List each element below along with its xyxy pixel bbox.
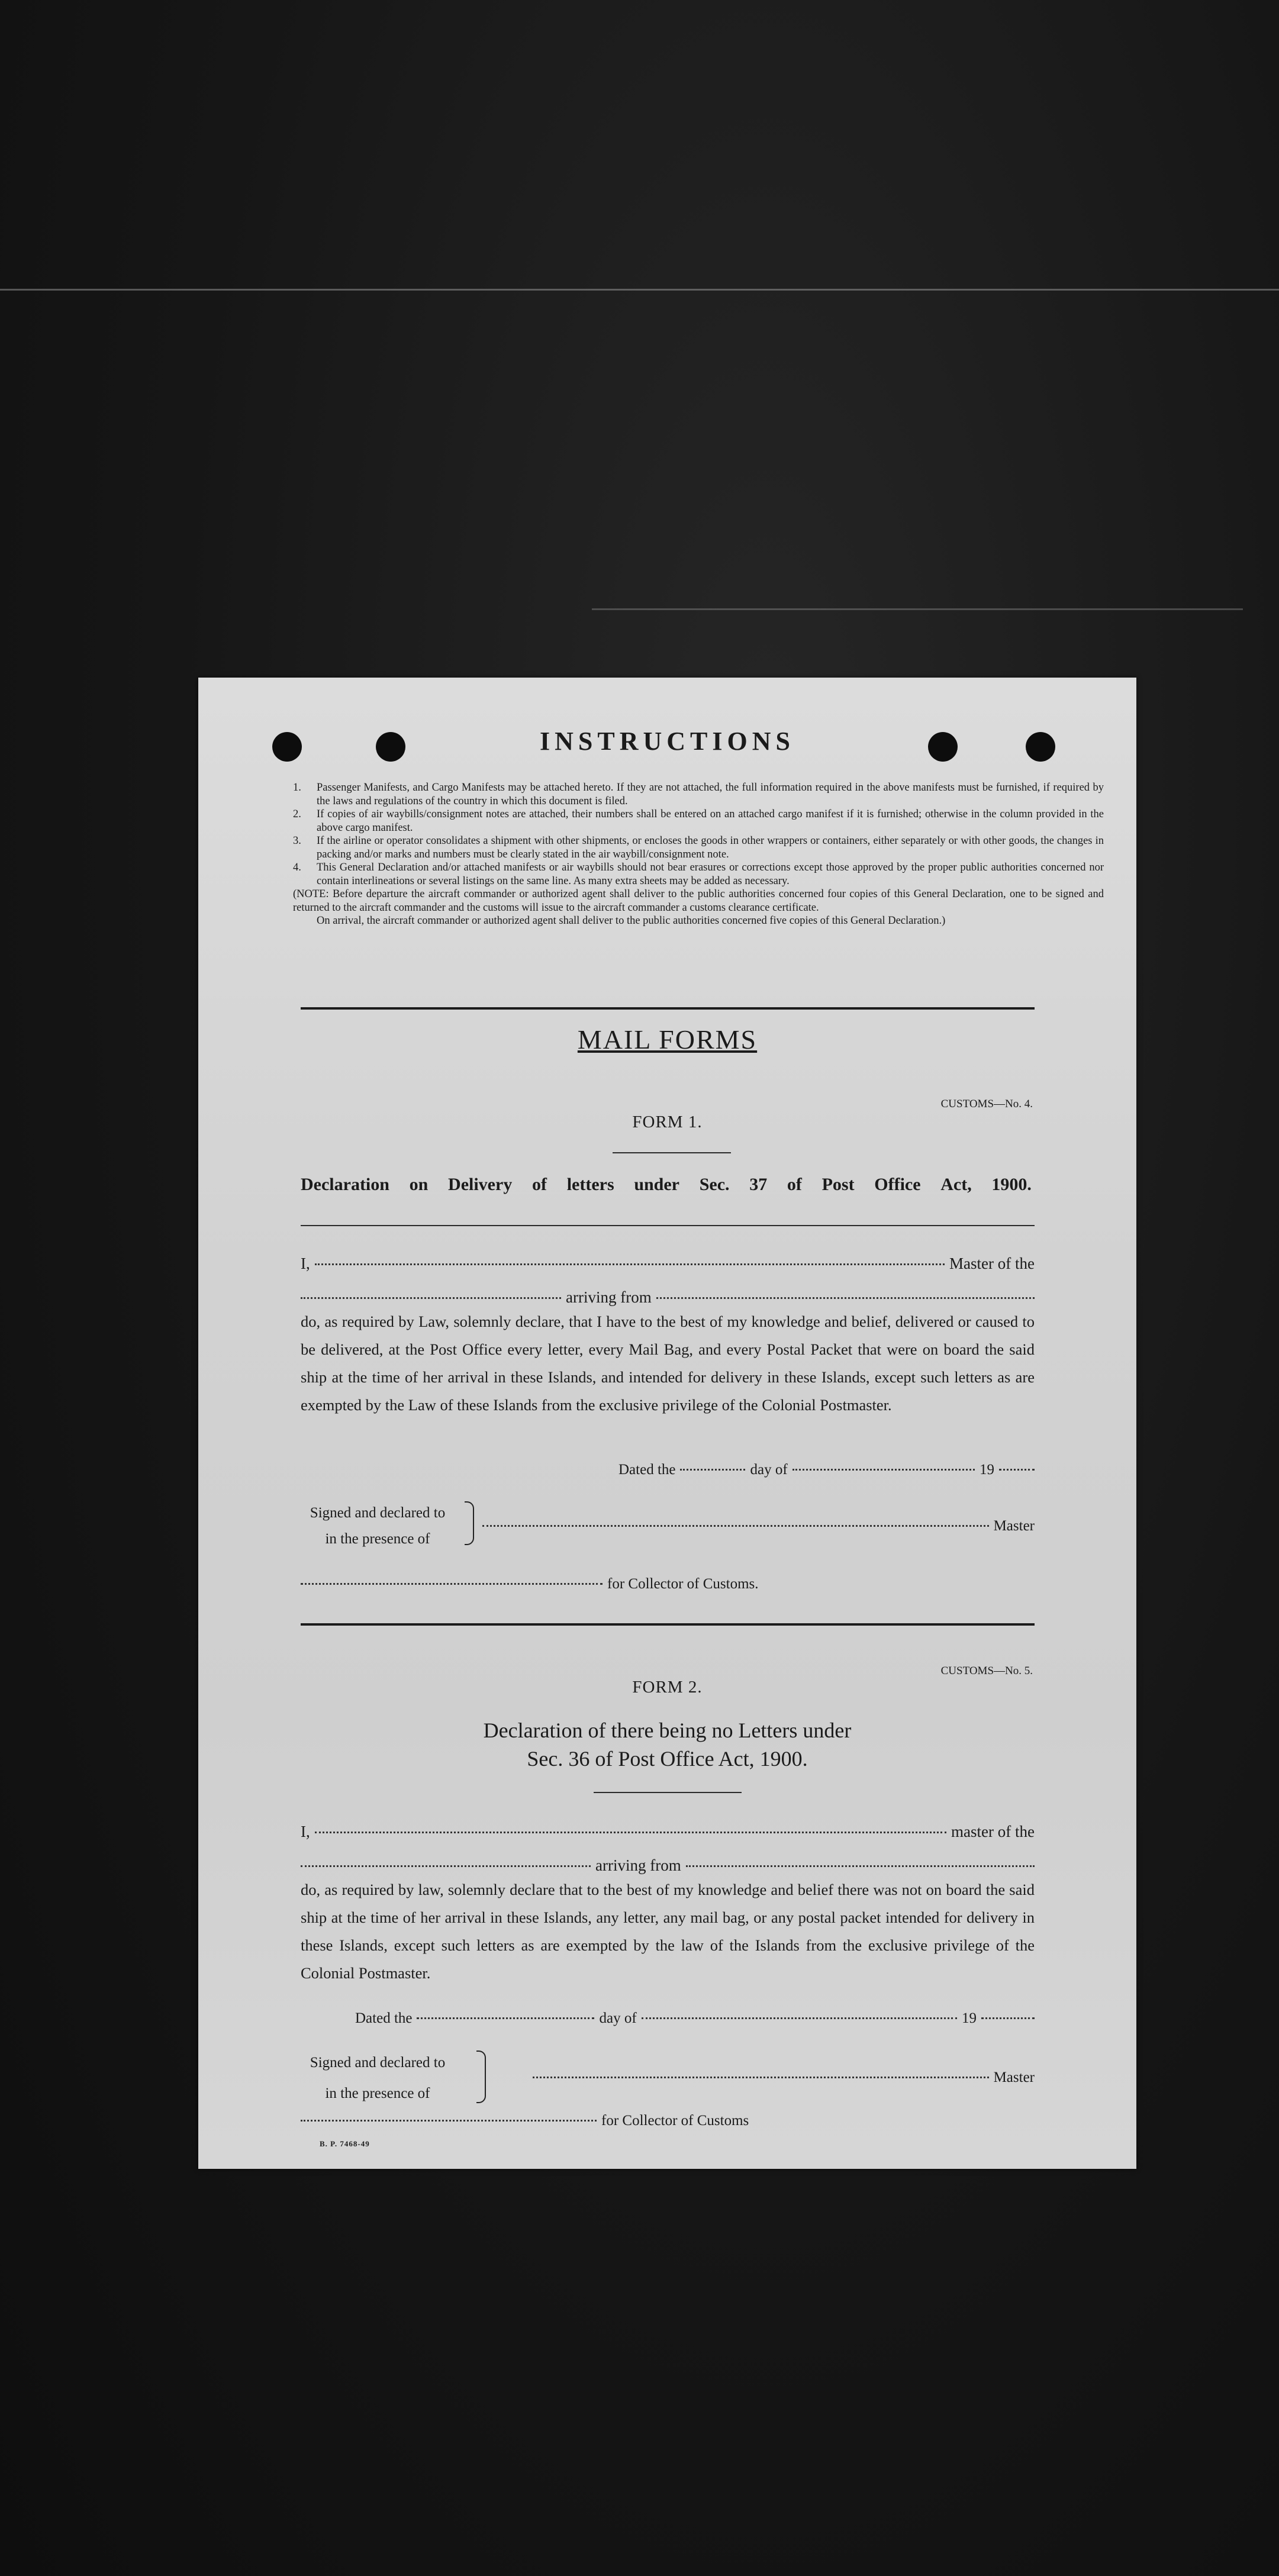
- scan-artifact-line: [0, 289, 1279, 291]
- mail-forms-title: MAIL FORMS: [577, 1024, 758, 1055]
- form1-collector-field[interactable]: [301, 1583, 603, 1585]
- form1-origin-field[interactable]: [656, 1297, 1035, 1299]
- form2-for-collector: for Collector of Customs: [601, 2113, 749, 2129]
- form-divider: [301, 1623, 1035, 1626]
- form2-i-label: I,: [301, 1823, 310, 1840]
- form1-date-field[interactable]: [680, 1469, 745, 1471]
- scan-artifact-line: [592, 608, 1243, 610]
- form1-ship-field[interactable]: [301, 1297, 561, 1299]
- form1-master-of-the: Master of the: [949, 1255, 1035, 1272]
- instructions-title: INSTRUCTIONS: [540, 727, 795, 756]
- form1-declaration-word: 1900.: [991, 1175, 1032, 1194]
- form2-signature-field[interactable]: [533, 2077, 989, 2078]
- form2-date-field[interactable]: [417, 2017, 594, 2019]
- form1-declaration-word: of: [532, 1175, 547, 1194]
- section-divider: [301, 1007, 1035, 1010]
- form1-declaration-word: under: [634, 1175, 679, 1194]
- form1-declaration-word: Act,: [940, 1175, 972, 1194]
- instructions-note: [293, 888, 1104, 914]
- form1-for-collector: for Collector of Customs.: [607, 1576, 759, 1592]
- form1-heading-underline: [613, 1152, 731, 1153]
- form2-dated-row: [355, 2010, 1035, 2027]
- note-text-arrival: On arrival, the aircraft commander or authorized agent shall deliver to the public authorities concerned five copies of this General Declaration.): [317, 915, 946, 927]
- form2-master-of-the: master of the: [951, 1823, 1035, 1840]
- form1-signed-brace: [465, 1501, 474, 1545]
- form2-title-underline: [594, 1792, 742, 1793]
- form2-signed-brace: [476, 2051, 486, 2103]
- form1-declaration-word: on: [409, 1175, 429, 1194]
- form1-declaration-word: Sec.: [699, 1175, 730, 1194]
- form2-collector-row: [301, 2113, 804, 2129]
- form1-signed-label: Signed and declared to in the presence of: [310, 1505, 446, 1547]
- instruction-item: 4. This General Declaration and/or attached manifests or air waybills should not bear erasures or corrections except those approved by the proper public authorities concerned nor contain interlineations or several listings on the same line. As many extra sheets may be added as necessary.: [293, 862, 1104, 887]
- form2-customs-number: CUSTOMS—No. 5.: [940, 1665, 1033, 1677]
- form1-customs-number: CUSTOMS—No. 4.: [940, 1098, 1033, 1110]
- form1-collector-row: [301, 1576, 804, 1592]
- form1-title-rule: [301, 1225, 1035, 1226]
- form2-name-field[interactable]: [315, 1832, 946, 1833]
- instruction-item: 1. Passenger Manifests, and Cargo Manifests may be attached hereto. If they are not attached, the full information required in the above manifests must be furnished, if required by the laws and regulations of the country in which this document is filed.: [293, 782, 1104, 807]
- form1-year-field[interactable]: [999, 1469, 1035, 1471]
- document-page: [198, 678, 1136, 2169]
- form1-year: 19: [980, 1462, 994, 1478]
- form2-year: 19: [962, 2010, 977, 2026]
- form1-day-of: day of: [750, 1462, 788, 1478]
- form1-signature-field[interactable]: [482, 1525, 989, 1527]
- form2-arriving-row: [301, 1856, 1035, 1875]
- form2-body-text: do, as required by law, solemnly declare that to the best of my knowledge and belief there was not on board the said ship at the time of her arrival in these Islands, any letter, any mail bag, or any postal packet intended for delivery in these Islands, except such letters as are exempted by the law of the Islands from the exclusive privilege of the Colonial Postmaster.: [301, 1881, 1035, 1982]
- form1-master-sign-row: [482, 1518, 1035, 1534]
- form2-month-field[interactable]: [642, 2017, 957, 2019]
- form1-dated-the: Dated the: [618, 1462, 676, 1478]
- instruction-item: 2. If copies of air waybills/consignment notes are attached, their numbers shall be entered on an attached cargo manifest if it is furnished; otherwise in the column provided in the above cargo manifest.: [293, 808, 1104, 834]
- form1-declaration-word: Post: [821, 1175, 855, 1194]
- form1-arriving-row: [301, 1288, 1035, 1307]
- instructions-list: [293, 781, 1104, 928]
- form1-declaration-word: letters: [566, 1175, 614, 1194]
- form2-arriving-from: arriving from: [595, 1856, 681, 1874]
- form2-master-label: Master: [993, 2069, 1035, 2085]
- form1-master-label: Master: [993, 1518, 1035, 1534]
- form1-master-row: [301, 1255, 1035, 1273]
- form2-master-row: [301, 1823, 1035, 1841]
- form2-dated-the: Dated the: [355, 2010, 413, 2026]
- form2-signed-label: Signed and declared to in the presence of: [310, 2055, 446, 2101]
- form1-declaration-title: [301, 1175, 1032, 1195]
- form2-heading: FORM 2.: [632, 1678, 703, 1697]
- form1-month-field[interactable]: [792, 1469, 975, 1471]
- form2-ship-field[interactable]: [301, 1865, 591, 1867]
- form1-name-field[interactable]: [315, 1263, 945, 1265]
- form1-body-text: do, as required by Law, solemnly declare, that I have to the best of my knowledge and belief, delivered or caused to be delivered, at the Post Office every letter, every Mail Bag, and every Postal Packet that were on board the said ship at the time of her arrival in these Islands, and intended for delivery in these Islands, except such letters as are exempted by the Law of these Islands from the exclusive privilege of the Colonial Postmaster.: [301, 1313, 1035, 1414]
- form1-declaration-word: Delivery: [448, 1175, 513, 1194]
- form1-declaration-word: of: [787, 1175, 802, 1194]
- form2-master-sign-row: [533, 2069, 1035, 2086]
- form1-heading: FORM 1.: [632, 1113, 703, 1131]
- form1-i-label: I,: [301, 1255, 310, 1272]
- note-text: Before departure the aircraft commander or authorized agent shall deliver to the public authorities concerned four copies of this General Declaration, one to be signed and returned to the aircraft commander and the customs will issue to the aircraft commander a customs clearance certificate.: [293, 888, 1104, 914]
- form2-origin-field[interactable]: [686, 1865, 1035, 1867]
- form1-arriving-from: arriving from: [566, 1288, 652, 1306]
- form2-day-of: day of: [599, 2010, 637, 2026]
- form1-declaration-word: Declaration: [301, 1175, 389, 1194]
- note-label: (NOTE:: [293, 888, 329, 900]
- form1-declaration-word: 37: [749, 1175, 768, 1194]
- instructions-note-arrival: [293, 914, 1104, 928]
- form2-title: Declaration of there being no Letters under Sec. 36 of Post Office Act, 1900.: [483, 1719, 852, 1771]
- form2-collector-field[interactable]: [301, 2120, 597, 2122]
- form1-declaration-word: Office: [874, 1175, 921, 1194]
- instruction-item: 3. If the airline or operator consolidates a shipment with other shipments, or encloses the goods in other wrappers or containers, either separately or with other goods, the changes in packing and/or marks and numbers must be clearly stated in the air waybill/consignment note.: [293, 835, 1104, 860]
- form2-year-field[interactable]: [981, 2017, 1035, 2019]
- form1-dated-row: [618, 1462, 1035, 1478]
- print-code: B. P. 7468-49: [320, 2139, 370, 2148]
